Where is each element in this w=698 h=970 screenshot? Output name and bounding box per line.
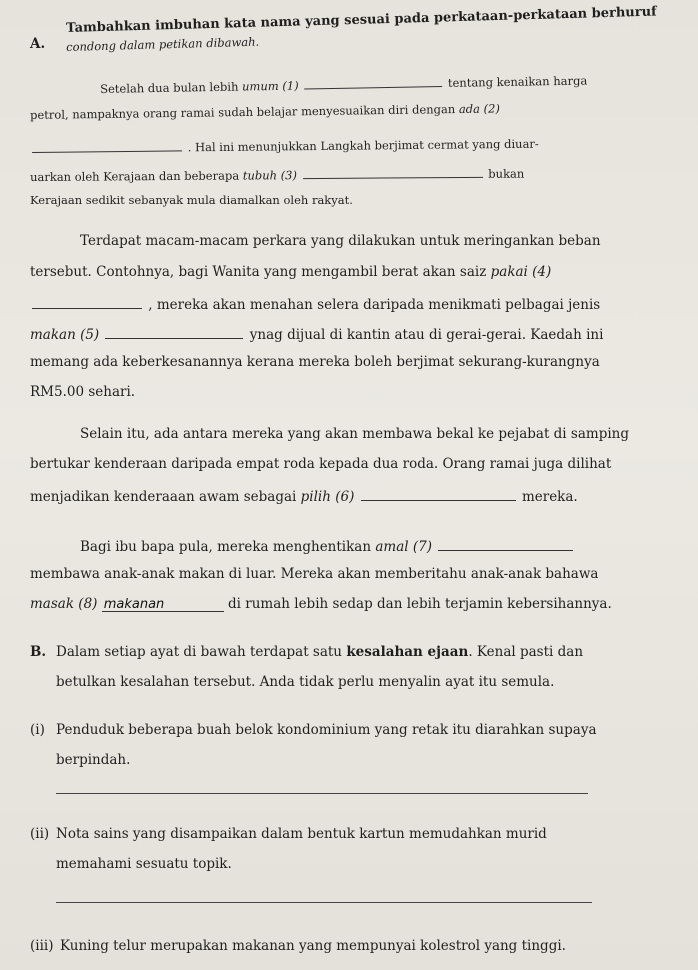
blank-4[interactable] [32,296,142,309]
p1-line-5: Kerajaan sedikit sebanyak mula diamalkan oleh rakyat. [30,193,353,207]
item-ii-line-1: Nota sains yang disampaikan dalam bentuk kartun memudahkan murid [56,826,547,842]
p2-line-4: makan (5) ynag dijual di kantin atau di gerai-gerai. Kaedah ini [30,327,604,343]
blank-1[interactable] [304,74,442,89]
handwritten-answer-8[interactable]: makanan [102,598,224,612]
item-ii-line-2: memahami sesuatu topik. [56,856,232,872]
section-b-instruction-line-1: Dalam setiap ayat di bawah terdapat satu kesalahan ejaan. Kenal pasti dan [56,644,584,660]
blank-7[interactable] [438,538,573,551]
p4-line-3: masak (8) makanan di rumah lebih sedap dan lebih terjamin kebersihannya. [30,596,612,612]
item-iii-line-1: Kuning telur merupakan makanan yang mempunyai kolestrol yang tinggi. [60,938,566,954]
blank-2[interactable] [32,138,182,153]
p3-line-3: menjadikan kenderaaan awam sebagai pilih (6) mereka. [30,489,578,505]
item-i-line-1: Penduduk beberapa buah belok kondominium yang retak itu diarahkan supaya [56,722,597,738]
p2-line-3: , mereka akan menahan selera daripada menikmati pelbagai jenis [30,296,600,313]
blank-6[interactable] [361,488,516,501]
p1-line-4: uarkan oleh Kerajaan dan beberapa tubuh (3) bukan [30,166,525,184]
p3-line-2: bertukar kenderaan daripada empat roda kepada dua roda. Orang ramai juga dilihat [30,456,612,472]
section-b-instruction-line-2: betulkan kesalahan tersebut. Anda tidak perlu menyalin ayat itu semula. [56,674,555,690]
item-i-number: (i) [30,722,45,738]
answer-line-i[interactable] [56,793,588,794]
item-i-line-2: berpindah. [56,752,131,768]
section-a-label: A. [30,36,46,52]
p4-line-1: Bagi ibu bapa pula, mereka menghentikan amal (7) [80,538,575,555]
section-a-instruction-line-2: condong dalam petikan dibawah. [65,34,260,54]
item-ii-number: (ii) [30,826,50,842]
section-b-label: B. [30,644,47,660]
p1-line-2: petrol, nampaknya orang ramai sudah belajar menyesuaikan diri dengan ada (2) [29,101,501,122]
blank-3[interactable] [303,165,483,179]
section-a-instruction-line-1: Tambahkan imbuhan kata nama yang sesuai pada perkataan-perkataan berhuruf [65,4,657,36]
answer-line-ii[interactable] [56,902,592,903]
p2-line-5: memang ada keberkesanannya kerana mereka boleh berjimat sekurang-kurangnya [30,354,600,370]
p4-line-2: membawa anak-anak makan di luar. Mereka akan memberitahu anak-anak bahawa [30,566,599,582]
blank-5[interactable] [105,326,243,339]
item-iii-number: (iii) [30,938,54,954]
p2-line-2: tersebut. Contohnya, bagi Wanita yang mengambil berat akan saiz pakai (4) [30,264,552,280]
p1-line-3: . Hal ini menunjukkan Langkah berjimat cermat yang diuar- [30,135,539,156]
p2-line-6: RM5.00 sehari. [30,384,136,400]
p3-line-1: Selain itu, ada antara mereka yang akan membawa bekal ke pejabat di samping [80,426,629,442]
p1-line-1: Setelah dua bulan lebih umum (1) tentang kenaikan harga [100,73,588,96]
p2-line-1: Terdapat macam-macam perkara yang dilakukan untuk meringankan beban [80,233,601,249]
